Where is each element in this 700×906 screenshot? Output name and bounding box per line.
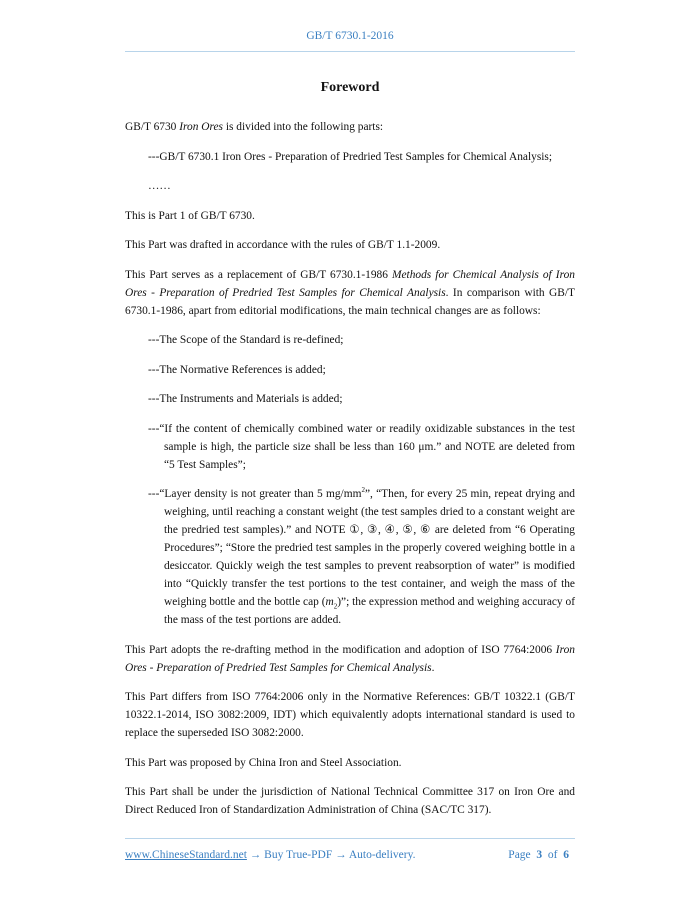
list-item-ellipsis: …… [148,180,171,192]
text: . In comparison with GB/T 6730.1-1986, apart from editorial modifications, the main technical changes are as follows: [125,286,575,317]
paragraph [125,118,575,136]
text: ---“Layer density is not greater than 5 mg/mm [148,488,362,500]
change-item: ---The Normative References is added; [148,363,326,376]
website-link[interactable]: www.ChineseStandard.net [125,849,247,861]
change-item: ---“If the content of chemically combined water or readily oxidizable substances in the test sample is high, the particle size shall be less than 160 μm.” and NOTE are deleted from “5 Test Samples”; [148,422,575,471]
footer-divider [125,838,575,839]
italic-title: Methods for Chemical Analysis of Iron Ores - Preparation of Predried Test Samples for Chemical Analysis [125,268,575,299]
text: This Part serves as a replacement of GB/T 6730.1-1986 [125,268,393,281]
page-footer [125,849,575,861]
superscript: 2 [361,486,365,494]
italic-title: Iron Ores - Preparation of Predried Test Samples for Chemical Analysis [125,643,575,674]
paragraph: This Part was drafted in accordance with the rules of GB/T 1.1-2009. [125,239,441,251]
paragraph: This Part was proposed by China Iron and Steel Association. [125,756,402,769]
total-pages: 6 [563,849,569,861]
header-divider [125,51,575,52]
page-title: Foreword [320,80,380,95]
paragraph: This is Part 1 of GB/T 6730. [125,209,255,222]
change-item: ---The Scope of the Standard is re-defined; [148,334,344,346]
text: This Part adopts the re-drafting method in the modification and adoption of ISO 7764:2006 [125,643,556,656]
italic-title: Iron Ores [179,121,223,133]
page-of: of [547,849,558,861]
text: )”; the expression method and weighing accuracy of the mass of the test portions are added. [164,596,575,626]
paragraph: This Part shall be under the jurisdiction of National Technical Committee 317 on Iron Ore and Direct Reduced Iron of Standardization Administration of China (SAC/TC 317). [125,786,575,816]
text: ”, “Then, for every 25 min, repeat drying and weighing, until reaching a constant weight (the test samples dried to a constant weight are the predried test samples).” and NOTE ①, ③, ④, ⑤, ⑥ are deleted from “6 Operating Procedures”; “Store the predried test samples in the properly covered weighing bottle in a desiccator. Quickly weigh the test samples to prevent reabsorption of water” is modified into “Quickly transfer the test portions to the test container, and weigh the mass of the weighing bottle and the bottle cap ( [164,488,575,608]
subscript: 2 [333,602,338,611]
paragraph [125,266,575,320]
change-item: ---The Instruments and Materials is added; [148,393,343,405]
variable: m [325,596,334,608]
page-label: Page [508,849,531,861]
current-page: 3 [536,849,543,861]
text: GB/T 6730 [125,121,180,133]
text: . [431,661,435,674]
page-number [508,849,569,861]
change-item [125,485,575,629]
paragraph [125,641,575,677]
list-item: ---GB/T 6730.1 Iron Ores - Preparation of Predried Test Samples for Chemical Analysis; [148,150,553,163]
text: is divided into the following parts: [222,121,384,133]
paragraph: This Part differs from ISO 7764:2006 only in the Normative References: GB/T 10322.1 (GB/T 10322.1-2014, ISO 3082:2009, IDT) which equivalently adopts international standard is used to replace the superseded ISO 3082:2000. [125,691,575,739]
footer-text: → Buy True-PDF → Auto-delivery. [246,849,416,861]
page-header: GB/T 6730.1-2016 [306,30,394,42]
document-body [125,118,575,831]
